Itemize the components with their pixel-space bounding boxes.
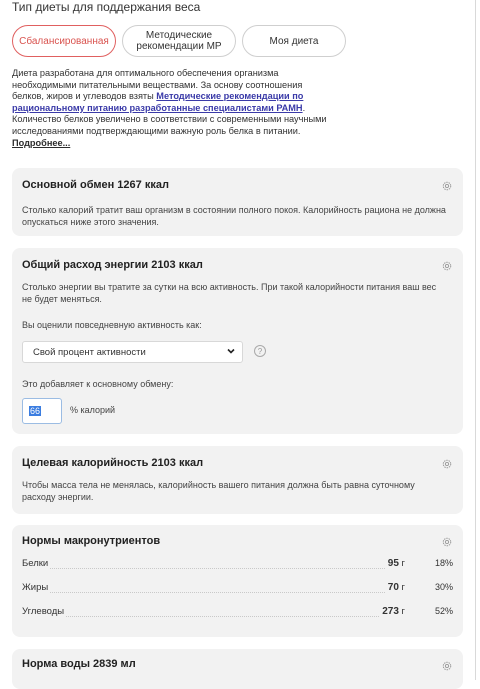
diet-description-text: Диета разработана для оптимального обеспечения организма необходимыми питательными веществами. За основу соотношения белков, жиров и углеводов взяты (12, 68, 303, 102)
diet-description-text-2: . Количество белков увеличено в соответствии с современными научными исследованиями подтверждающими важную роль белка в питании. (12, 102, 327, 136)
target-calories-description: Чтобы масса тела не менялась, калорийность вашего питания должна быть равна суточному расходу энергии. (22, 480, 415, 502)
diet-type-tabs (12, 25, 346, 57)
divider (475, 0, 476, 680)
macro-row-protein (22, 558, 453, 572)
tab-my-diet[interactable]: Моя диета (242, 25, 346, 57)
water-norm-card (12, 649, 463, 689)
tab-balanced[interactable]: Сбалансированная (12, 25, 116, 57)
gear-icon[interactable] (441, 180, 453, 192)
chevron-down-icon (226, 346, 236, 356)
gear-icon[interactable] (441, 458, 453, 470)
adds-label: Это добавляет к основному обмену: (22, 379, 174, 389)
bmr-card (12, 168, 463, 236)
water-norm-title: Норма воды 2839 мл (22, 658, 136, 670)
macro-percent: 18% (434, 558, 453, 568)
dotted-leader (22, 616, 405, 617)
help-icon[interactable]: ? (254, 345, 266, 357)
target-calories-title: Целевая калорийность 2103 ккал (22, 457, 204, 469)
activity-select-value: Свой процент активности (33, 346, 146, 358)
more-link[interactable]: Подробнее... (12, 137, 71, 148)
macro-amount-value: 95 (387, 558, 399, 569)
diet-type-title: Тип диеты для поддержания веса (12, 0, 201, 14)
activity-percent-value: 66 (30, 406, 41, 416)
macro-percent: 52% (434, 606, 453, 616)
activity-label: Вы оценили повседневную активность как: (22, 320, 202, 330)
macro-row-fat (22, 582, 453, 596)
gear-icon[interactable] (441, 660, 453, 672)
target-calories-card (12, 446, 463, 514)
tab-methodical-recommendations[interactable]: Методические рекомендации МР (122, 25, 236, 57)
macro-percent: 30% (434, 582, 453, 592)
bmr-title: Основной обмен 1267 ккал (22, 179, 169, 191)
diet-description (12, 68, 332, 149)
macro-amount (386, 582, 405, 593)
gear-icon[interactable] (441, 260, 453, 272)
macronutrients-title: Нормы макронутриентов (22, 535, 161, 547)
macro-amount-value: 70 (387, 582, 399, 593)
activity-percent-input[interactable] (22, 398, 62, 424)
macro-amount-unit: г (401, 606, 405, 617)
gear-icon[interactable] (441, 536, 453, 548)
macro-amount (380, 606, 405, 617)
macro-name: Углеводы (22, 606, 65, 617)
dotted-leader (22, 592, 405, 593)
macro-amount (386, 558, 405, 569)
macro-amount-unit: г (401, 582, 405, 593)
tdee-card (12, 248, 463, 434)
dotted-leader (22, 568, 405, 569)
macro-amount-unit: г (401, 558, 405, 569)
tdee-title: Общий расход энергии 2103 ккал (22, 259, 203, 271)
bmr-description: Столько калорий тратит ваш организм в состоянии полного покоя. Калорийность рациона не должна опускаться ниже этого значения. (22, 205, 446, 227)
methodical-recommendations-link[interactable]: Методические рекомендации по рациональному питанию разработанные специалистами РАМН (12, 91, 304, 113)
tdee-description: Столько энергии вы тратите за сутки на всю активность. При такой калорийности питания ваш вес не будет меняться. (22, 282, 437, 304)
macronutrients-card (12, 525, 463, 637)
macro-name: Белки (22, 558, 49, 569)
macro-amount-value: 273 (382, 606, 399, 617)
macro-name: Жиры (22, 582, 49, 593)
activity-select[interactable] (22, 341, 243, 363)
macro-row-carbs (22, 606, 453, 620)
percent-unit-label: % калорий (70, 405, 116, 415)
